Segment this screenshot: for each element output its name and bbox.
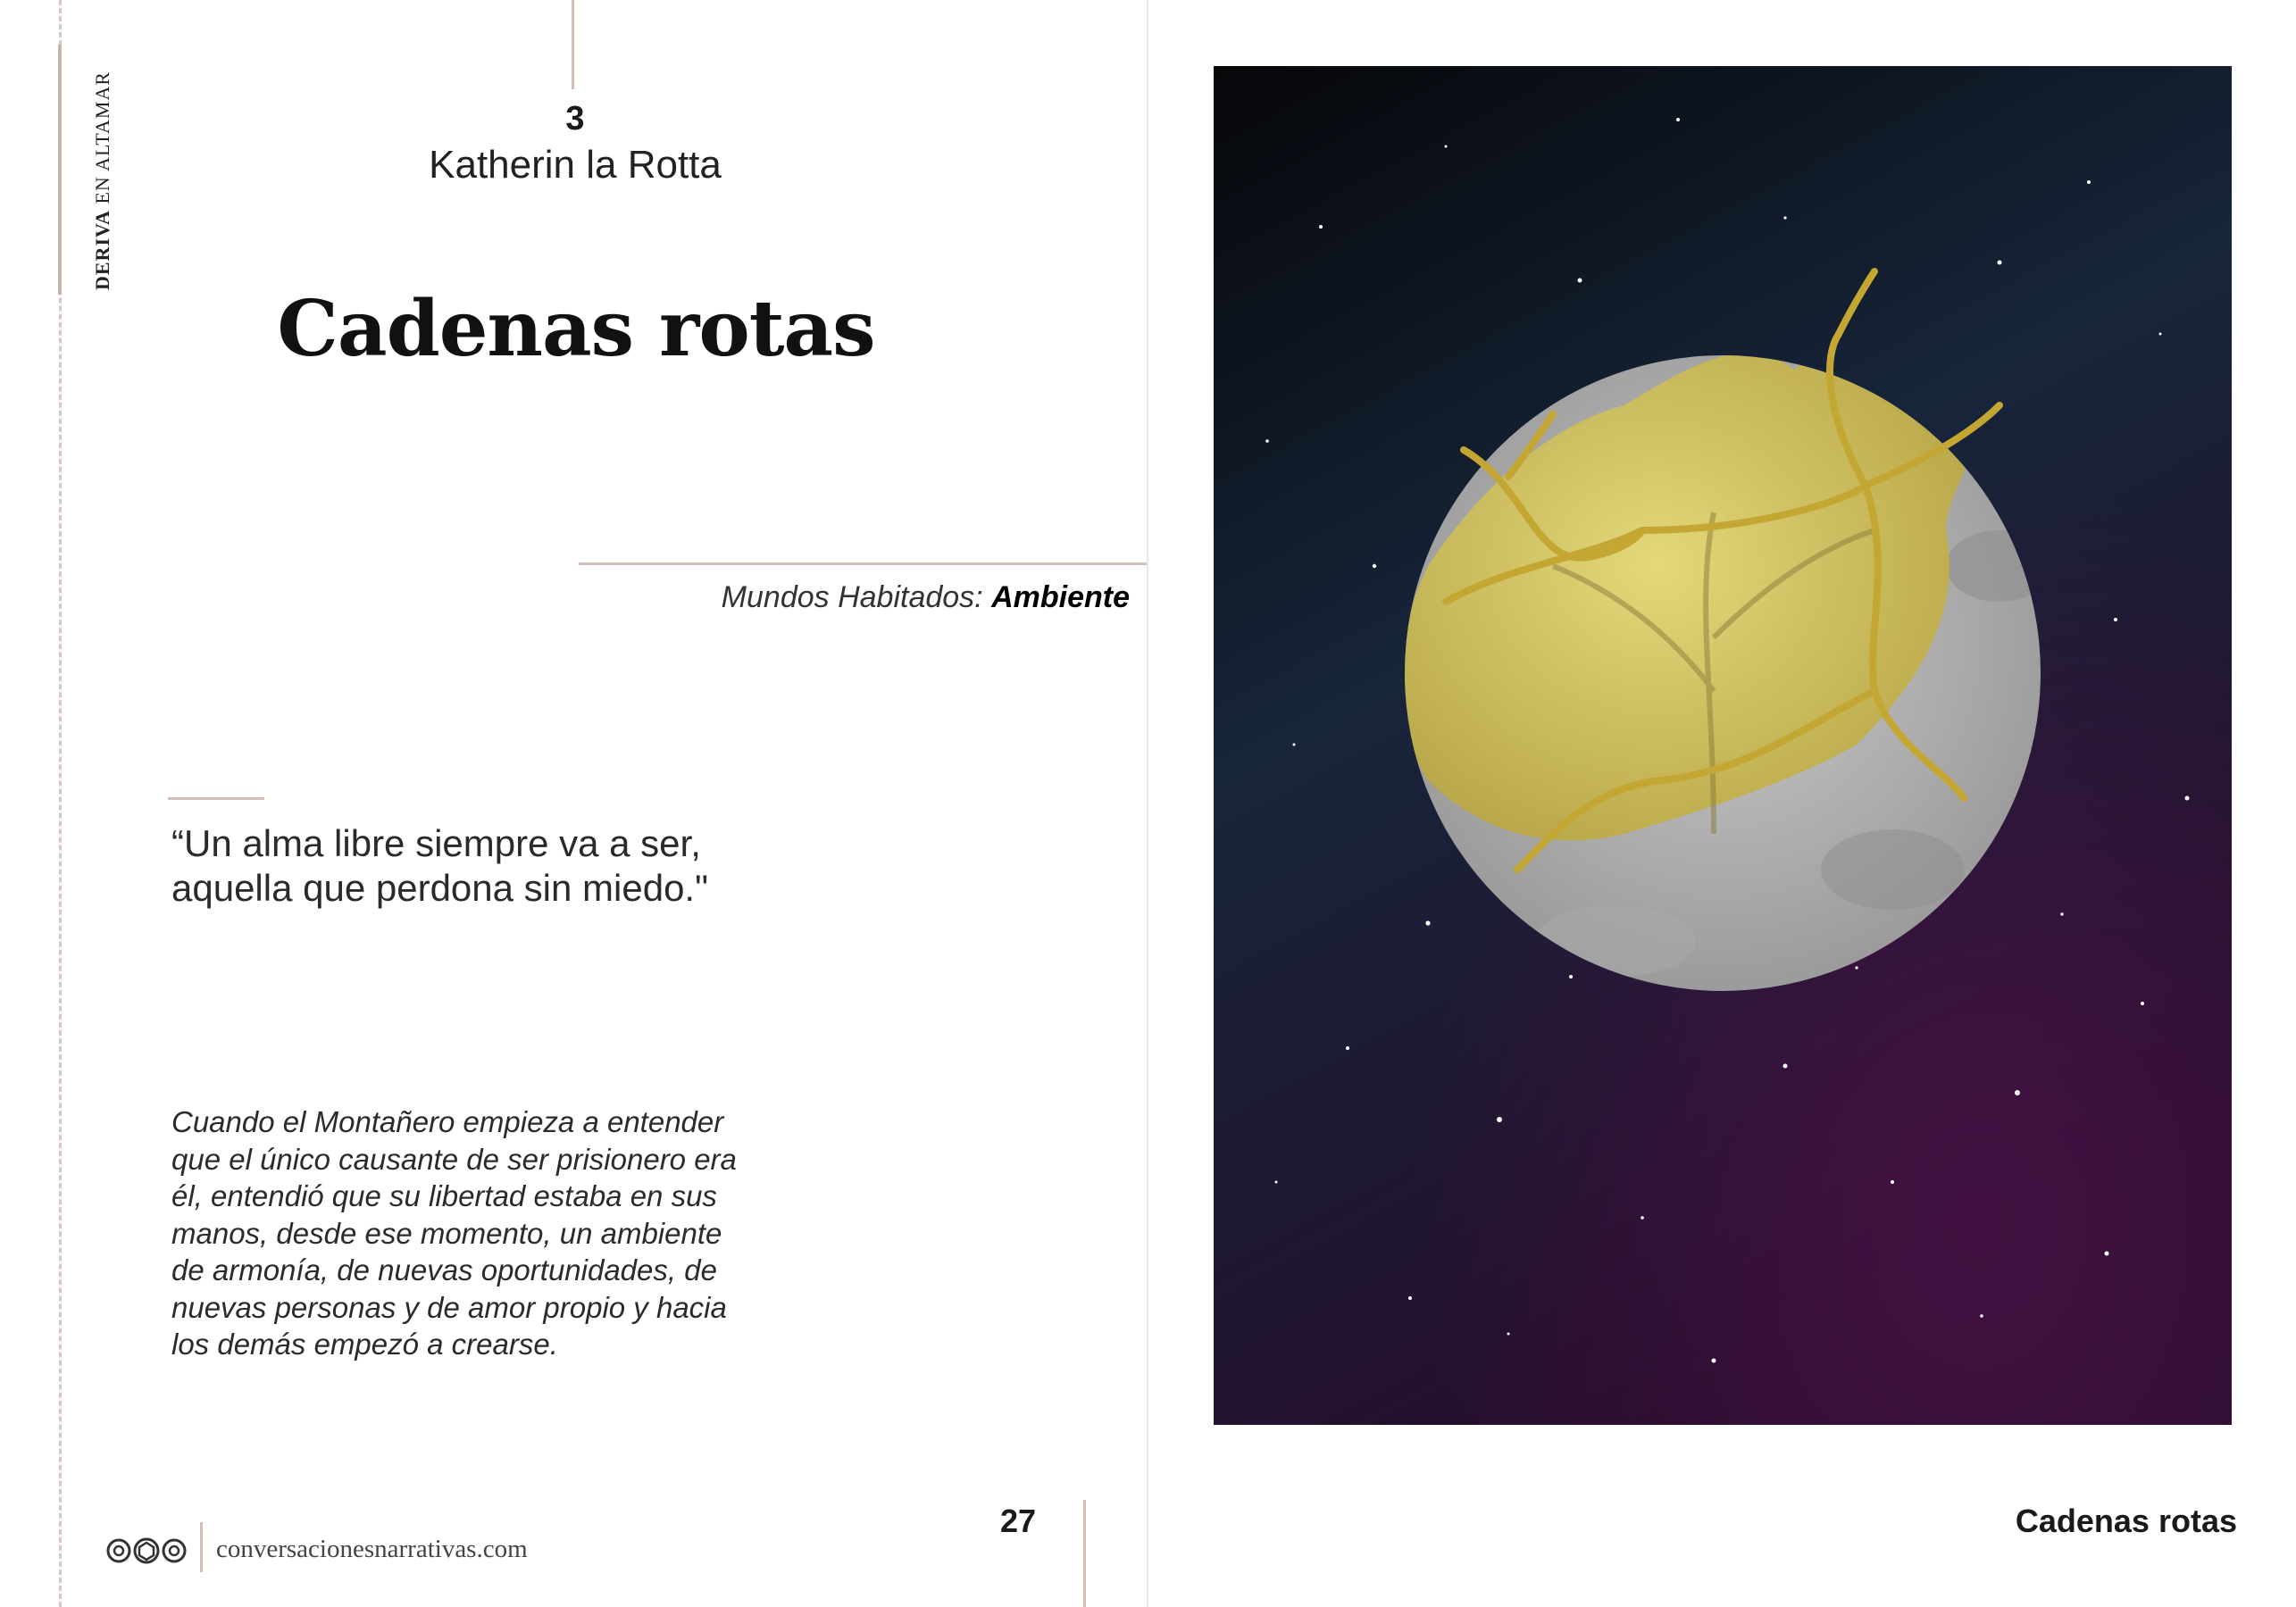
website-link[interactable]: conversacionesnarrativas.com bbox=[216, 1535, 528, 1563]
magazine-spine-title: DERIVA EN ALTAMAR bbox=[91, 71, 113, 290]
moon-tree-artwork bbox=[1214, 66, 2232, 1425]
synopsis-line: él, entendió que su libertad estaba en sus bbox=[171, 1179, 717, 1212]
synopsis-line: nuevas personas y de amor propio y hacia bbox=[171, 1290, 727, 1324]
category-label: Mundos Habitados: Ambiente bbox=[721, 580, 1130, 614]
synopsis-line: los demás empezó a crearse. bbox=[171, 1328, 558, 1361]
synopsis-line: manos, desde ese momento, un ambiente bbox=[171, 1216, 722, 1250]
quote-rule bbox=[168, 797, 264, 800]
page-title: Cadenas rotas bbox=[277, 284, 875, 374]
page-gutter bbox=[1147, 0, 1148, 1607]
spine-accent-bar bbox=[58, 45, 62, 295]
page-number: 27 bbox=[1000, 1503, 1037, 1539]
author-name: Katherin la Rotta bbox=[429, 143, 722, 187]
footer-divider bbox=[200, 1522, 203, 1572]
synopsis-line: que el único causante de ser prisionero era bbox=[171, 1142, 737, 1176]
synopsis-paragraph bbox=[171, 1103, 743, 1363]
running-title: Cadenas rotas bbox=[2015, 1503, 2237, 1539]
synopsis-line: de armonía, de nuevas oportunidades, de bbox=[171, 1253, 717, 1286]
category-rule bbox=[579, 562, 1147, 565]
top-vertical-rule bbox=[572, 0, 574, 89]
pull-quote-line: “Un alma libre siempre va a ser, bbox=[171, 822, 701, 864]
pull-quote bbox=[171, 821, 814, 911]
three-circle-logo-icon bbox=[105, 1536, 188, 1566]
pull-quote-line: aquella que perdona sin miedo." bbox=[171, 867, 709, 909]
chapter-number: 3 bbox=[565, 100, 585, 137]
page-number-rule bbox=[1083, 1500, 1086, 1607]
synopsis-line: Cuando el Montañero empieza a entender bbox=[171, 1105, 724, 1138]
